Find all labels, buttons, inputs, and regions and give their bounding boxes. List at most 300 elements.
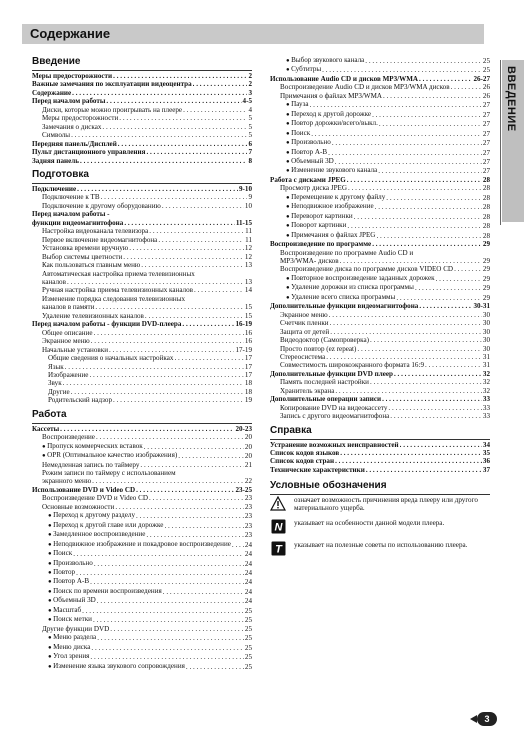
toc-entry-page: 27 <box>482 129 490 138</box>
toc-entry-page: 32 <box>482 378 490 387</box>
toc-entry-page: 24 <box>244 559 252 568</box>
toc-entry-title: ● Повтор дорожки/всего/выкл. <box>286 119 378 128</box>
toc-entry[interactable] <box>270 274 490 283</box>
toc-entry[interactable] <box>32 530 252 539</box>
toc-entry[interactable] <box>32 320 252 328</box>
toc-entry[interactable] <box>32 72 252 80</box>
toc-entry[interactable] <box>270 449 490 457</box>
leader-dots <box>92 477 244 485</box>
toc-entry[interactable] <box>32 123 252 131</box>
toc-entry-title: Просмотр диска JPEG <box>280 184 347 193</box>
leader-dots <box>113 72 247 80</box>
toc-entry-title: ● Изменение звукового канала <box>286 166 377 175</box>
leader-dots <box>60 425 234 433</box>
leader-dots <box>347 222 482 230</box>
toc-entry[interactable] <box>32 346 252 354</box>
leader-dots <box>164 522 243 530</box>
leader-dots <box>370 336 482 344</box>
toc-entry[interactable] <box>270 441 490 449</box>
toc-entry-page: 8 <box>248 156 252 165</box>
toc-entry[interactable] <box>270 212 490 221</box>
toc-entry-page: 17 <box>244 354 252 363</box>
leader-dots <box>97 597 244 605</box>
toc-entry-page: 5 <box>248 122 252 131</box>
leader-dots <box>376 232 481 240</box>
toc-entry[interactable] <box>32 425 252 433</box>
toc-entry-page: 2 <box>248 72 252 80</box>
toc-entry[interactable] <box>32 587 252 596</box>
leader-dots <box>383 92 482 100</box>
toc-entry[interactable] <box>32 148 252 156</box>
toc-entry[interactable] <box>270 110 490 119</box>
toc-entry-title: Запись с другого видеомагнитофона <box>280 412 390 421</box>
toc-entry-title: Режим записи по таймеру с использованием <box>42 469 176 478</box>
toc-entry-page: 35 <box>482 449 490 458</box>
leader-dots <box>375 203 482 211</box>
toc-entry[interactable] <box>32 210 252 218</box>
toc-entry[interactable] <box>270 56 490 65</box>
toc-entry[interactable] <box>270 184 490 192</box>
toc-entry-title: Дополнительные функции DVD плеер <box>270 369 393 378</box>
leader-dots <box>94 560 244 568</box>
leader-dots <box>311 130 482 138</box>
toc-entry-title: Память последней настройки <box>280 378 369 387</box>
leader-dots <box>183 106 247 114</box>
toc-entry[interactable] <box>32 295 252 303</box>
leader-dots <box>379 120 482 128</box>
toc-entry-title: Использование DVD и Video CD <box>32 485 136 494</box>
toc-entry[interactable] <box>270 75 490 83</box>
leader-dots <box>193 80 248 88</box>
toc-entry-page: 28 <box>482 193 490 202</box>
toc-entry-title: Дополнительные функции видеомагнитофона <box>270 302 419 311</box>
toc-entry-page: 19 <box>244 396 252 405</box>
toc-entry-title: Символы <box>42 131 71 140</box>
toc-entry-page: 20 <box>244 452 252 461</box>
toc-entry[interactable] <box>32 303 252 311</box>
toc-entry[interactable] <box>270 83 490 91</box>
toc-entry[interactable] <box>270 157 490 166</box>
leader-dots <box>94 329 244 337</box>
toc-entry[interactable] <box>32 329 252 337</box>
toc-entry-title: Устранение возможных неисправностей <box>270 440 399 449</box>
toc-entry-page: 23 <box>244 494 252 503</box>
symbol-description: означает возможность причинения вреда плееру или другого материального ущерба. <box>294 495 478 513</box>
leader-dots <box>357 345 482 353</box>
toc-entry-page: 33 <box>482 412 490 421</box>
toc-entry[interactable] <box>32 131 252 139</box>
toc-entry-title: Воспроизведение по программе <box>270 240 372 249</box>
leader-dots <box>71 388 244 396</box>
toc-entry[interactable] <box>270 311 490 319</box>
toc-entry[interactable] <box>32 244 252 252</box>
leader-dots <box>72 89 247 97</box>
toc-entry-title: экранного меню <box>42 477 92 486</box>
toc-entry[interactable] <box>32 337 252 345</box>
leader-dots <box>158 236 244 244</box>
toc-entry[interactable] <box>32 388 252 396</box>
toc-entry[interactable] <box>32 549 252 558</box>
toc-entry-title: ● Изменение языка звукового сопровождения <box>48 662 185 671</box>
toc-entry-title: Как пользоваться главным меню <box>42 261 141 270</box>
toc-entry[interactable] <box>32 80 252 88</box>
toc-entry-title: Передняя панель/Дисплей <box>32 139 117 148</box>
leader-dots <box>146 148 247 156</box>
toc-entry-title: ● Удаление дорожки из списка программы <box>286 283 414 292</box>
toc-entry[interactable] <box>270 378 490 386</box>
toc-entry-page: 30 <box>482 336 490 345</box>
toc-entry-title: ● Масштаб <box>48 606 81 615</box>
leader-dots <box>90 578 244 586</box>
toc-entry[interactable] <box>270 240 490 248</box>
toc-entry[interactable] <box>270 395 490 403</box>
toc-entry[interactable] <box>32 278 252 286</box>
toc-entry[interactable] <box>270 231 490 240</box>
leader-dots <box>174 354 243 362</box>
toc-entry-page: 23 <box>244 531 252 540</box>
toc-entry-page: 28 <box>482 184 490 193</box>
leader-dots <box>118 140 248 148</box>
toc-entry-page: 20 <box>244 433 252 442</box>
leader-dots <box>386 194 482 202</box>
toc-entry-page: 17 <box>244 362 252 371</box>
toc-entry[interactable] <box>32 486 252 494</box>
svg-text:T: T <box>274 543 282 556</box>
section-heading: Работа <box>32 408 67 420</box>
toc-entry-page: 25 <box>244 624 252 633</box>
leader-dots <box>390 412 482 420</box>
toc-entry-page: 16 <box>244 328 252 337</box>
toc-entry[interactable] <box>32 270 252 278</box>
toc-entry[interactable] <box>270 65 490 74</box>
toc-entry-title: каналов в памяти <box>42 303 95 312</box>
toc-entry-page: 29 <box>482 265 490 274</box>
symbols-heading: Условные обозначения <box>270 480 387 492</box>
toc-entry-title: Ручная настройка приема телевизионных каналов <box>42 286 193 295</box>
toc-entry-page: 12 <box>244 252 252 261</box>
toc-entry[interactable] <box>32 379 252 387</box>
leader-dots <box>110 625 244 633</box>
leader-dots <box>67 278 244 286</box>
toc-entry-page: 30 <box>482 310 490 319</box>
toc-entry-title: ● OPR (Оптимальное качество изображения) <box>42 451 177 460</box>
toc-entry[interactable] <box>32 286 252 294</box>
toc-entry-title: Список кодов языков <box>270 449 340 458</box>
toc-entry-title: ● Меню раздела <box>48 633 96 642</box>
toc-entry[interactable] <box>32 236 252 244</box>
toc-entry[interactable] <box>270 166 490 175</box>
toc-entry[interactable] <box>32 433 252 441</box>
toc-entry-page: 28 <box>482 175 490 184</box>
toc-entry[interactable] <box>270 193 490 202</box>
toc-entry-title: Просто повтор (ez repeat) <box>280 344 357 353</box>
toc-entry-title: ● Пауза <box>286 100 309 109</box>
toc-entry-page: 24 <box>244 540 252 549</box>
toc-entry-title: Удаление телевизионных каналов <box>42 311 144 320</box>
toc-entry[interactable] <box>270 466 490 474</box>
toc-entry[interactable] <box>270 202 490 211</box>
toc-entry[interactable] <box>32 114 252 122</box>
toc-entry[interactable] <box>270 412 490 420</box>
toc-entry[interactable] <box>270 283 490 292</box>
leader-dots <box>149 494 244 502</box>
toc-entry-title: Звук <box>48 379 62 388</box>
toc-entry[interactable] <box>32 540 252 549</box>
leader-dots <box>144 443 244 451</box>
toc-entry[interactable] <box>32 202 252 210</box>
toc-entry-page: 27 <box>482 120 490 129</box>
toc-entry-title: Совместимость широкоэкранного формата 16:9 <box>280 361 424 370</box>
toc-entry-title: Защита от детей <box>280 327 330 336</box>
toc-entry-page: 25 <box>244 662 252 671</box>
symbol-legend-item <box>270 541 490 557</box>
toc-entry-title: ● Замедленное воспроизведение <box>48 530 145 539</box>
toc-entry[interactable] <box>270 404 490 412</box>
toc-entry[interactable] <box>270 249 490 257</box>
side-divider <box>500 60 501 225</box>
leader-dots <box>97 634 244 642</box>
note-n-icon <box>270 519 286 535</box>
toc-entry-title: ● Удаление всего списка программы <box>286 293 395 302</box>
toc-entry-page: 13 <box>244 261 252 270</box>
toc-entry[interactable] <box>32 477 252 485</box>
leader-dots <box>182 320 234 328</box>
toc-entry[interactable] <box>32 185 252 193</box>
toc-entry-page: 22 <box>244 477 252 486</box>
toc-entry[interactable] <box>32 662 252 671</box>
toc-entry[interactable] <box>32 461 252 469</box>
toc-entry[interactable] <box>32 451 252 460</box>
toc-entry-page: 31 <box>482 361 490 370</box>
svg-text:N: N <box>274 521 282 534</box>
toc-entry[interactable] <box>270 328 490 336</box>
toc-entry-page: 25 <box>244 634 252 643</box>
toc-entry-page: 15 <box>244 303 252 312</box>
toc-entry[interactable] <box>32 606 252 615</box>
toc-entry[interactable] <box>270 387 490 395</box>
toc-entry[interactable] <box>32 625 252 633</box>
leader-dots <box>372 111 482 119</box>
toc-entry[interactable] <box>32 442 252 451</box>
toc-entry-title: ● Переход к другой главе или дорожке <box>48 521 163 530</box>
leader-dots <box>186 663 244 671</box>
toc-entry[interactable] <box>32 253 252 261</box>
toc-entry-page: 25 <box>244 606 252 615</box>
toc-entry[interactable] <box>270 353 490 361</box>
toc-entry[interactable] <box>270 265 490 273</box>
toc-entry-title: ● Поворот картинки <box>286 221 346 230</box>
leader-dots <box>194 286 244 294</box>
toc-entry[interactable] <box>270 129 490 138</box>
toc-entry-page: 17-19 <box>235 345 252 354</box>
section-heading: Подготовка <box>32 168 89 180</box>
toc-entry-title: ● Неподвижное изображение и покадровое воспроизведение <box>48 540 231 549</box>
leader-dots <box>348 184 482 192</box>
toc-entry[interactable] <box>32 511 252 520</box>
toc-entry-page: 21 <box>244 460 252 469</box>
toc-entry[interactable] <box>270 336 490 344</box>
toc-entry-title: Воспроизведение DVD и Video CD <box>42 494 148 503</box>
toc-entry-page: 5 <box>248 114 252 123</box>
toc-entry[interactable] <box>32 140 252 148</box>
toc-entry-page: 36 <box>482 457 490 466</box>
toc-entry-page: 32 <box>482 369 490 378</box>
toc-entry[interactable] <box>270 361 490 369</box>
toc-entry-page: 27 <box>482 139 490 148</box>
toc-entry-title: Другие <box>48 387 70 396</box>
toc-entry-page: 24 <box>244 569 252 578</box>
toc-entry-page: 18 <box>244 379 252 388</box>
toc-entry[interactable] <box>32 469 252 477</box>
toc-entry[interactable] <box>32 559 252 568</box>
toc-entry-page: 12 <box>244 244 252 253</box>
leader-dots <box>145 312 244 320</box>
leader-dots <box>63 379 244 387</box>
toc-entry-page: 5 <box>248 131 252 140</box>
toc-entry-title: Основные возможности <box>42 502 115 511</box>
toc-entry[interactable] <box>270 293 490 302</box>
toc-entry-title: ● Повторное воспроизведение заданных дорожек <box>286 274 435 283</box>
toc-entry[interactable] <box>270 457 490 465</box>
toc-entry[interactable] <box>32 97 252 105</box>
toc-entry-title: ● Перемещение к другому файлу <box>286 193 385 202</box>
toc-entry-page: 2 <box>248 80 252 89</box>
symbol-legend-item <box>270 496 490 513</box>
toc-entry-title: Копирование DVD на видеокассету <box>280 403 388 412</box>
toc-entry-title: Кассеты <box>32 424 60 433</box>
toc-entry[interactable] <box>32 494 252 502</box>
toc-entry[interactable] <box>32 157 252 165</box>
section-heading: Введение <box>32 56 81 67</box>
leader-dots <box>65 363 244 371</box>
leader-dots <box>149 227 244 235</box>
toc-entry-title: Хранитель экрана <box>280 386 335 395</box>
leader-dots <box>124 219 235 227</box>
toc-entry[interactable] <box>32 521 252 530</box>
toc-entry[interactable] <box>270 176 490 184</box>
toc-entry-title: Меры предосторожности <box>32 72 113 80</box>
toc-entry[interactable] <box>32 354 252 362</box>
leader-dots <box>80 157 247 165</box>
toc-entry-title: ● Примечания о файлах JPEG <box>286 231 375 240</box>
toc-entry[interactable] <box>32 371 252 379</box>
toc-entry-title: ● Поиск метки <box>48 615 92 624</box>
leader-dots <box>101 193 248 201</box>
leader-dots <box>232 541 244 549</box>
toc-entry[interactable] <box>270 92 490 100</box>
leader-dots <box>82 607 244 615</box>
toc-entry[interactable] <box>32 312 252 320</box>
leader-dots <box>366 466 482 474</box>
toc-entry[interactable] <box>32 227 252 235</box>
toc-entry-title: Замечания о дисках <box>42 122 102 131</box>
toc-entry[interactable] <box>270 221 490 230</box>
toc-entry[interactable] <box>32 596 252 605</box>
leader-dots <box>102 123 247 131</box>
leader-dots <box>436 275 482 283</box>
toc-entry-title: функции видеомагнитофона <box>32 218 124 227</box>
toc-entry-page: 28 <box>482 203 490 212</box>
toc-entry-page: 23 <box>244 521 252 530</box>
leader-dots <box>93 616 244 624</box>
toc-entry[interactable] <box>270 148 490 157</box>
toc-entry[interactable] <box>270 319 490 327</box>
toc-entry-page: 33 <box>482 395 490 404</box>
toc-entry[interactable] <box>32 643 252 652</box>
toc-entry-title: ● Объемный 3D <box>286 157 334 166</box>
toc-entry[interactable] <box>270 257 490 265</box>
toc-entry-page: 20 <box>244 442 252 451</box>
toc-entry-page: 26-27 <box>473 74 490 83</box>
toc-entry-title: Воспроизведение Audio CD и дисков MP3/WMA дисков <box>280 83 450 92</box>
leader-dots <box>372 240 482 248</box>
toc-entry[interactable] <box>32 503 252 511</box>
toc-entry-title: ● Произвольно <box>286 138 331 147</box>
toc-entry[interactable] <box>32 363 252 371</box>
leader-dots <box>394 370 482 378</box>
toc-entry-title: Настройка видеоканала телевизора <box>42 227 149 236</box>
toc-entry[interactable] <box>32 193 252 201</box>
toc-entry[interactable] <box>270 345 490 353</box>
toc-entry-title: Работа с дисками JPEG <box>270 175 346 184</box>
toc-entry-page: 23 <box>244 512 252 521</box>
toc-entry-title: Список кодов стран <box>270 457 335 466</box>
toc-entry-title: Другие функции DVD <box>42 624 110 633</box>
leader-dots <box>370 378 482 386</box>
tip-t-icon <box>270 541 286 557</box>
toc-entry[interactable] <box>32 615 252 624</box>
leader-dots <box>90 653 244 661</box>
toc-entry-page: 30-31 <box>473 302 490 311</box>
page-title: Содержание <box>30 26 111 41</box>
toc-entry[interactable] <box>270 302 490 310</box>
toc-entry-title: Воспроизведение по программе Audio CD и <box>280 248 414 257</box>
toc-entry[interactable] <box>32 89 252 97</box>
leader-dots <box>400 441 482 449</box>
leader-dots <box>123 253 244 261</box>
toc-entry-title: ● Субтитры <box>286 65 321 74</box>
toc-entry-title: ● Поиск <box>286 129 310 138</box>
toc-entry-title: ● Поиск по времени воспроизведения <box>48 587 162 596</box>
leader-dots <box>451 83 482 91</box>
toc-entry[interactable] <box>270 100 490 109</box>
toc-entry[interactable] <box>270 119 490 128</box>
toc-entry[interactable] <box>32 106 252 114</box>
toc-entry-page: 25 <box>482 66 490 75</box>
leader-dots <box>178 452 244 460</box>
toc-entry[interactable] <box>32 219 252 227</box>
section-side-tab <box>502 60 524 222</box>
toc-entry[interactable] <box>32 568 252 577</box>
toc-entry[interactable] <box>270 138 490 147</box>
toc-entry-page: 31 <box>482 352 490 361</box>
toc-entry-title: Родительский надзор <box>48 396 112 405</box>
toc-entry-title: Воспроизведение диска по программе дисков VIDEO CD <box>280 265 454 274</box>
toc-entry[interactable] <box>270 370 490 378</box>
toc-entry[interactable] <box>32 396 252 404</box>
toc-entry[interactable] <box>32 577 252 586</box>
toc-entry[interactable] <box>32 261 252 269</box>
toc-entry-title: ● Пропуск коммерческих вставок <box>42 442 143 451</box>
toc-entry[interactable] <box>32 633 252 642</box>
toc-entry-page: 9 <box>248 193 252 202</box>
toc-entry-page: 24 <box>244 578 252 587</box>
toc-entry-title: ● Неподвижное изображение <box>286 202 374 211</box>
toc-entry[interactable] <box>32 652 252 661</box>
leader-dots <box>141 261 244 269</box>
toc-entry-page: 24 <box>244 550 252 559</box>
leader-dots <box>340 257 482 265</box>
